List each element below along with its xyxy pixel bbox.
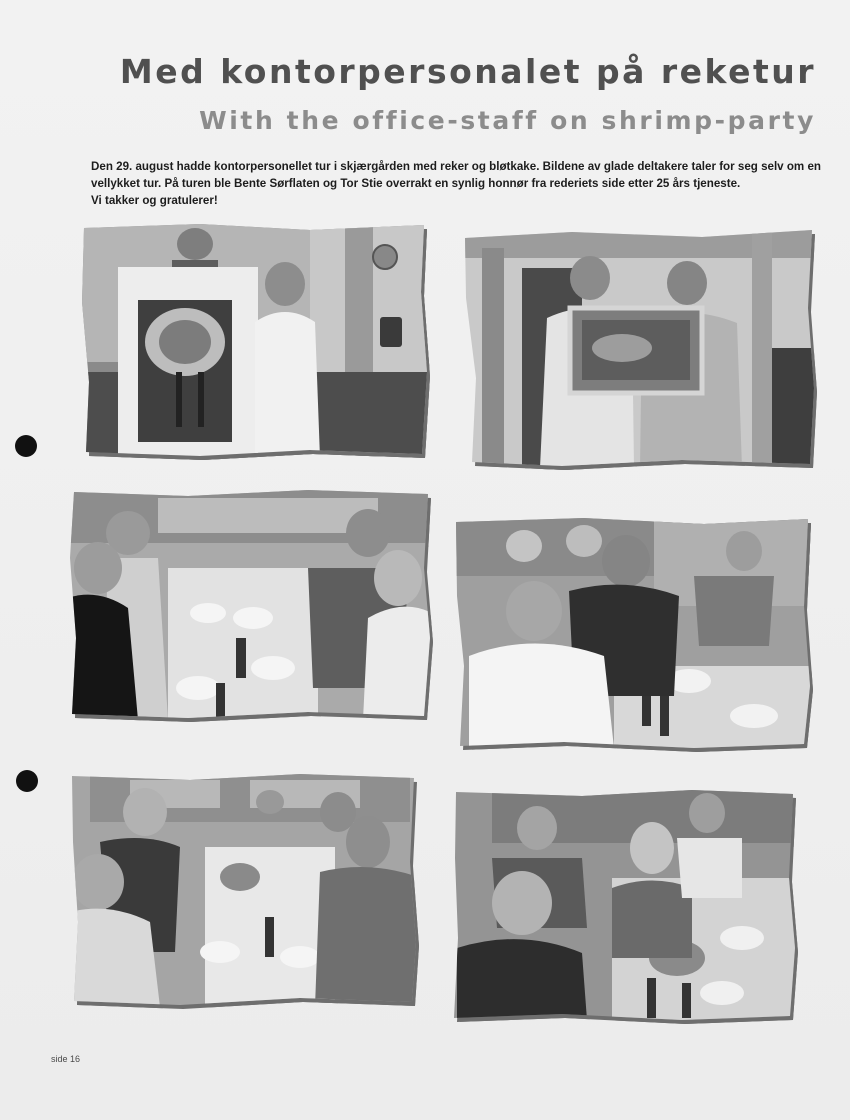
photo-dinner-table-2 xyxy=(454,516,812,748)
photo-dinner-table-1 xyxy=(68,488,432,720)
binder-hole-top xyxy=(15,435,37,457)
binder-hole-bottom xyxy=(16,770,38,792)
page-number: side 16 xyxy=(51,1054,81,1064)
photo-dinner-table-4 xyxy=(452,788,797,1020)
page-title: Med kontorpersonalet på reketur xyxy=(119,52,816,91)
photo-dinner-table-3 xyxy=(70,772,418,1007)
photo-painting-presentation xyxy=(80,222,428,458)
intro-paragraph: Den 29. august hadde kontorpersonellet tur i skjærgården med reker og bløtkake. Bildene av glade deltakere taler for seg selv om en vellykket tur. På turen ble Bente Sørflaten og Tor Stie overrakt en synlig honnør fra rederiets side etter 25 års tjeneste. xyxy=(91,160,821,190)
intro-closing-line: Vi takker og gratulerer! xyxy=(91,194,218,207)
intro-text xyxy=(91,158,821,209)
page-subtitle: With the office-staff on shrimp-party xyxy=(199,106,816,135)
photo-framed-gift xyxy=(462,228,817,468)
